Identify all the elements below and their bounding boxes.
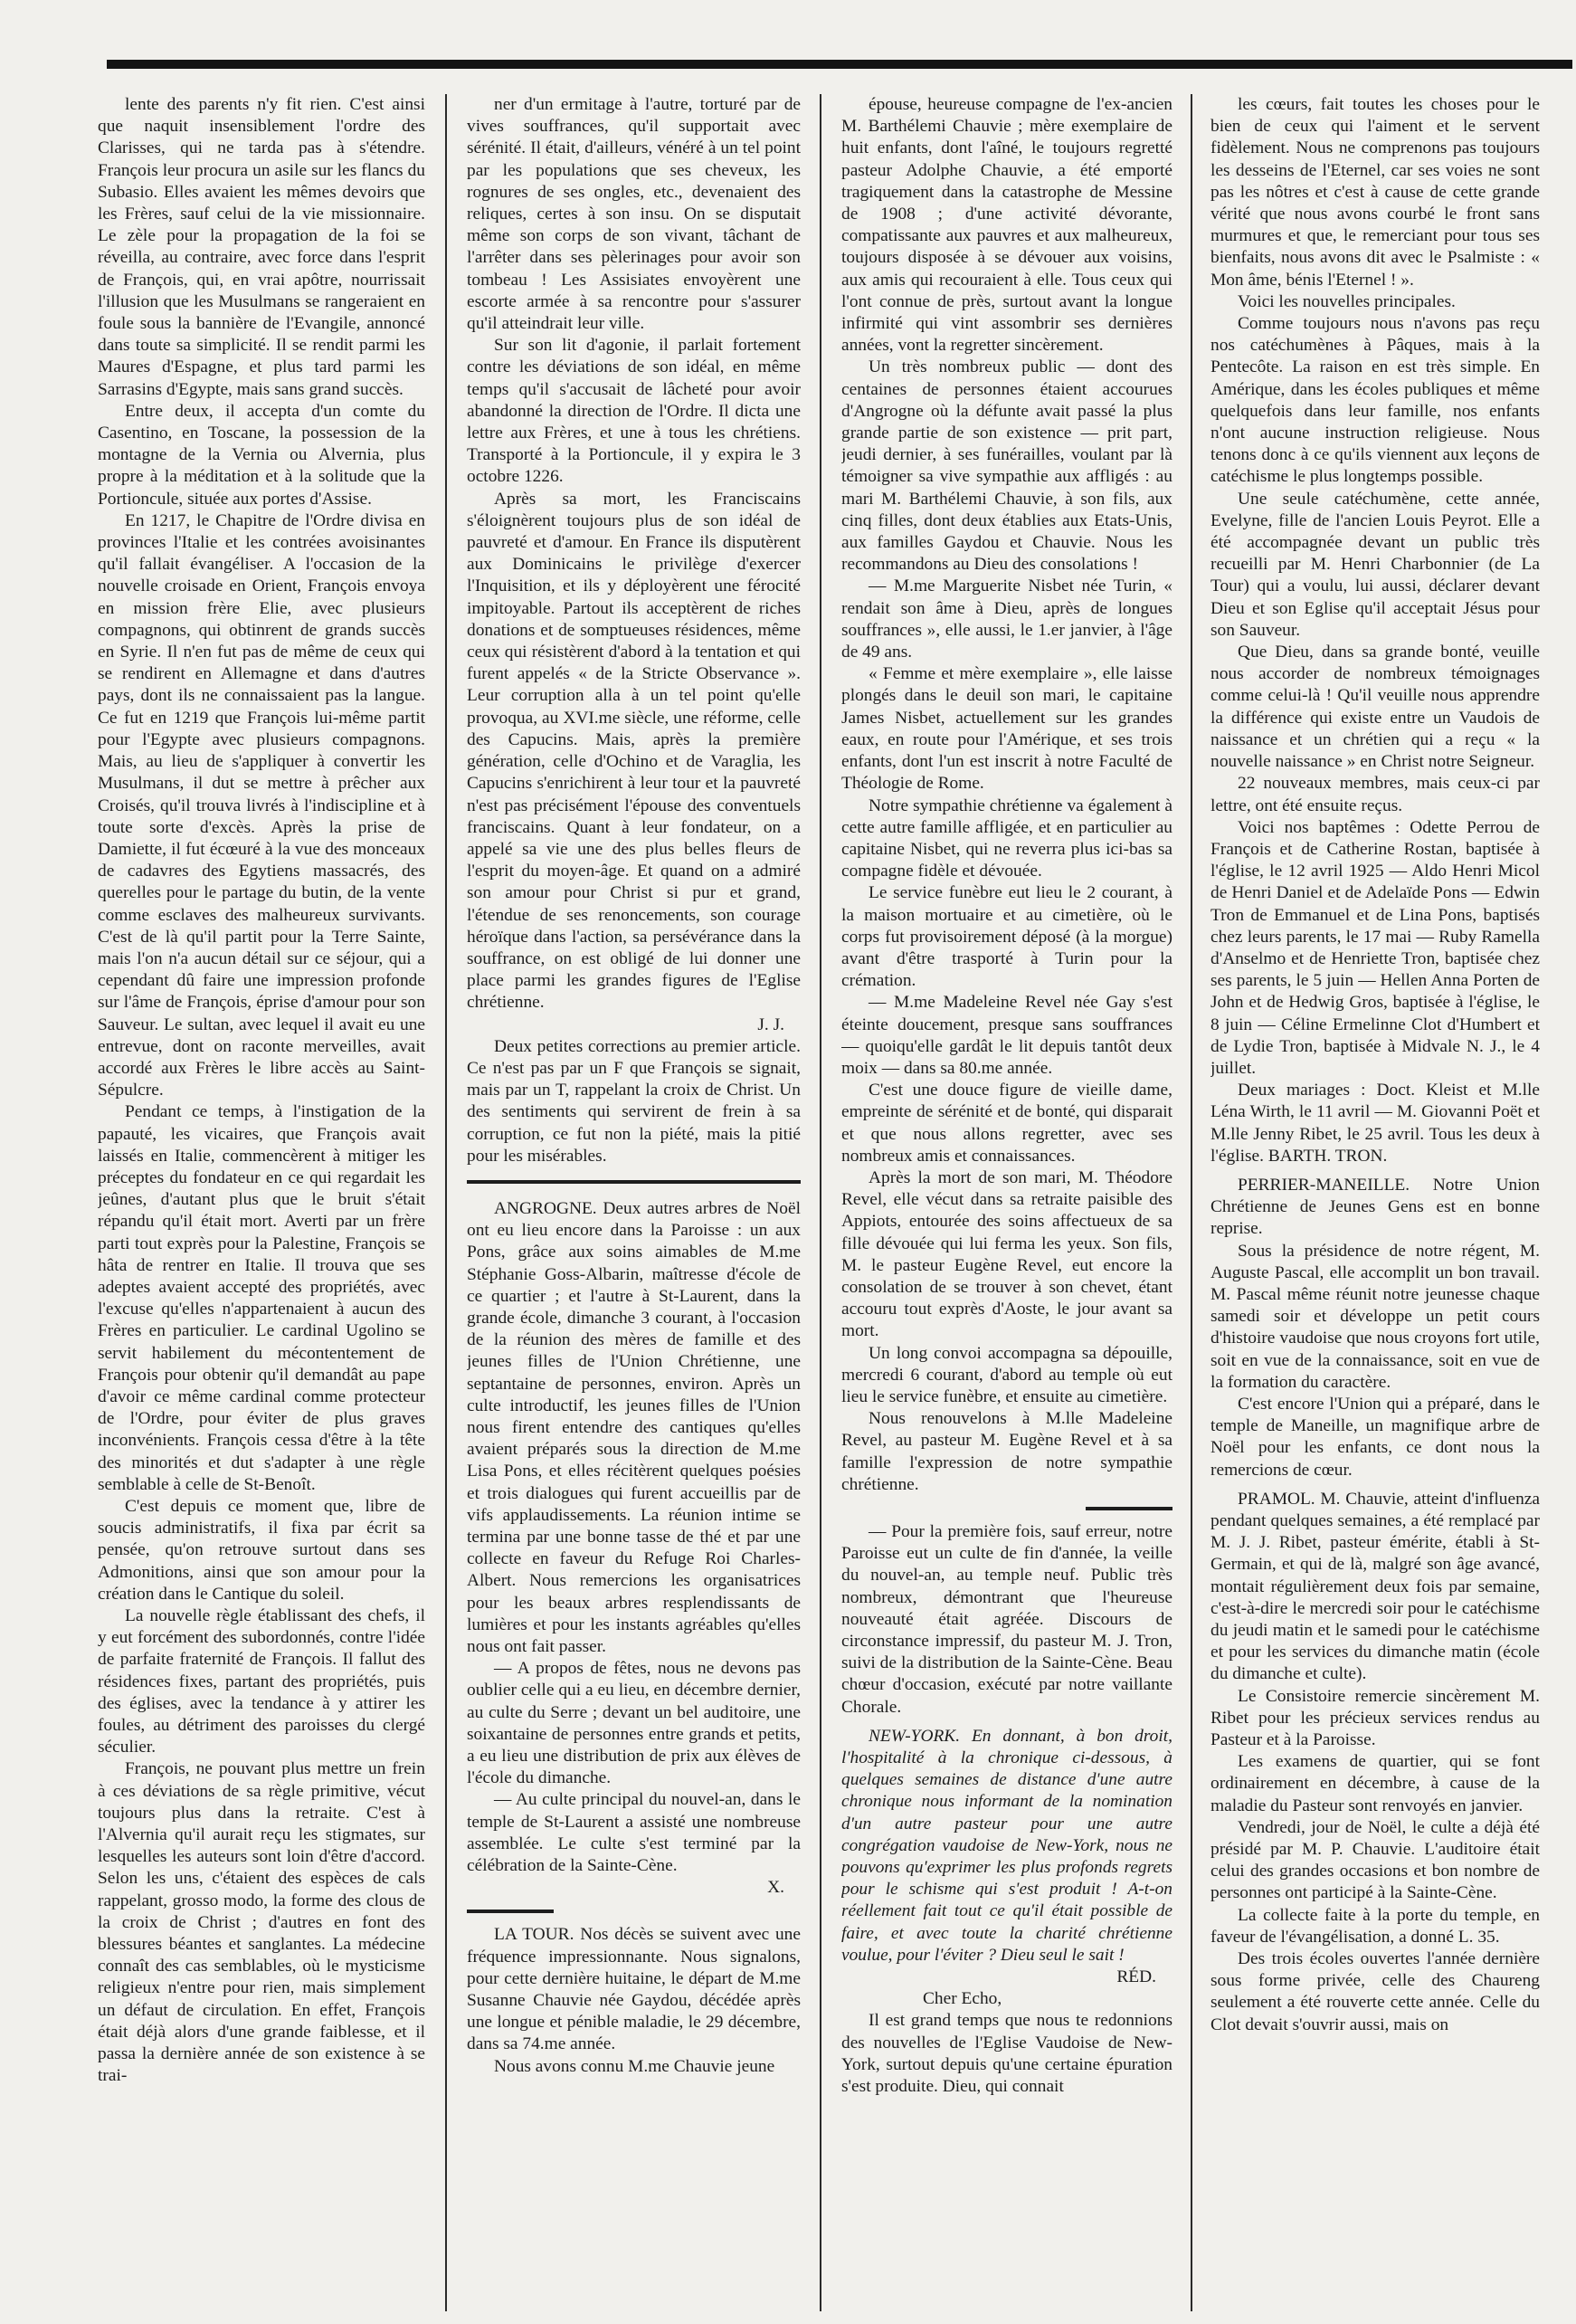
paragraph: PRAMOL. M. Chauvie, atteint d'influenza pendant quelques semaines, a été remplacé par M. J. J. Ribet, pasteur émérite, établi à St-Germain, et qui de là, malgré son âge avancé, montait régulièrement deux fois par semaine, c'est-à-dire le mercredi soir pour le catéchisme du jeudi matin et le samedi pour le catéchisme et pour les services du dimanche matin (école du dimanche et culte).	[1210, 1489, 1540, 1684]
paragraph: les cœurs, fait toutes les choses pour le bien de ceux qui l'aiment et le servent fidèlement. Nous ne comprenons pas toujours les desseins de l'Eternel, car ses voies ne sont pas les nôtres et c'est à cause de cette grande vérité que nous avons courbé le front sans murmures et que, le remerciant pour tous ses bienfaits, nous avons dit avec le Psalmiste : « Mon âme, bénis l'Eternel ! ».	[1210, 95, 1540, 290]
paragraph: Les examens de quartier, qui se font ordinairement en décembre, à cause de la maladie du Pasteur sont renvoyés en janvier.	[1210, 1752, 1540, 1815]
paragraph: Voici nos baptêmes : Odette Perrou de François et de Catherine Rostan, baptisée à l'église, le 12 avril 1925 — Aldo Henri Micol de Henri Daniel et de Adelaïde Pons — Edwin Tron de Emmanuel et de Lina Pons, baptisés chez leurs parents, le 17 mai — Ruby Ramella d'Anselmo et de Henriette Tron, baptisée chez ses parents, le 5 juin — Hellen Anna Porten de John et de Hedwig Gros, baptisée à l'église, le 8 juin — Céline Ermelinne Clot d'Humbert et de Lydie Tron, baptisée à Midvale N. J., le 4 juillet.	[1210, 817, 1540, 1078]
paragraph: LA TOUR. Nos décès se suivent avec une fréquence impressionnante. Nous signalons, pour cette dernière huitaine, le départ de M.me Susanne Chauvie née Gaydou, décédée après une longue et pénible maladie, le 29 décembre, dans sa 74.me année.	[467, 1925, 801, 2054]
paragraph: Vendredi, jour de Noël, le culte a déjà été présidé par M. P. Chauvie. L'auditoire était celui des grandes occasions et bon nombre de personnes ont participé à la Sainte-Cène.	[1210, 1817, 1540, 1903]
paragraph: Deux mariages : Doct. Kleist et M.lle Léna Wirth, le 11 avril — M. Giovanni Poët et M.lle Jenny Ribet, le 25 avril. Tous les deux à l'église. BARTH. TRON.	[1210, 1081, 1540, 1166]
paragraph: Nous renouvelons à M.lle Madeleine Revel, au pasteur M. Eugène Revel et à sa famille l'expression de notre sympathie chrétienne.	[841, 1409, 1173, 1494]
short-rule	[467, 1910, 554, 1913]
paragraph: — A propos de fêtes, nous ne devons pas oublier celle qui a eu lieu, en décembre dernier, au culte du Serre ; devant un bel auditoire, une soixantaine de personnes entre grands et petits, a eu lieu une distribution de prix aux élèves de l'école du dimanche.	[467, 1659, 801, 1788]
paragraph: ner d'un ermitage à l'autre, torturé par de vives souffrances, qu'il supportait avec sérénité. Il était, d'ailleurs, vénéré à un tel point par les populations que ses cheveux, les rognures de ses ongles, etc., devenaient des reliques, certes à son insu. On se disputait même son corps de son vivant, tâchant de l'arrêter dans ses pèlerinages pour avoir son tombeau ! Les Assisiates envoyèrent une escorte armée à sa rencontre pour s'assurer qu'il atteindrait leur ville.	[467, 95, 801, 334]
short-rule	[1086, 1507, 1173, 1510]
paragraph: Un long convoi accompagna sa dépouille, mercredi 6 courant, d'abord au temple où eut lieu le service funèbre, et ensuite au cimetière.	[841, 1343, 1173, 1406]
paragraph: Nous avons connu M.me Chauvie jeune	[494, 2056, 775, 2076]
paragraph: NEW-YORK. En donnant, à bon droit, l'hospitalité à la chronique ci-dessous, à quelques semaines de distance d'une autre chronique nous informant de la nomination d'un autre pasteur pour une autre congrégation vaudoise de New-York, nous ne pouvons qu'exprimer les plus profonds regrets pour le schisme qui s'est produit ! A-t-on réellement fait tout ce qu'il était possible de faire, et avec toute la charité chrétienne voulue, pour l'éviter ? Dieu seul le sait !	[841, 1726, 1173, 1965]
paragraph: Des trois écoles ouvertes l'année dernière sous forme privée, celle des Chaureng seulement a été rouverte cette année. Celle du Clot devait s'ouvrir aussi, mais on	[1210, 1949, 1540, 2034]
section-rule	[467, 1180, 801, 1184]
paragraph: 22 nouveaux membres, mais ceux-ci par lettre, ont été ensuite reçus.	[1210, 774, 1540, 815]
paragraph: lente des parents n'y fit rien. C'est ainsi que naquit insensiblement l'ordre des Clarisses, qui ne tarda pas à s'étendre. François leur procura un asile sur les flancs du Subasio. Elles avaient les mêmes devoirs que les Frères, sauf celui de la vie missionnaire. Le zèle pour la propagation de la foi se réveilla, au contraire, avec force dans l'esprit de François, qui, en vrai apôtre, nourrissait l'illusion que les Musulmans se rangeraient en foule sous la bannière de l'Evangile, annoncé dans toute sa simplicité. Il se rendit parmi les Maures d'Espagne, et plus tard parmi les Sarrasins d'Egypte, mais sans grand succès.	[98, 95, 425, 399]
column-3	[841, 94, 1173, 2311]
paragraph: Après sa mort, les Franciscains s'éloignèrent toujours plus de son idéal de pauvreté et d'amour. En France ils disputèrent aux Dominicains le privilège d'exercer l'Inquisition, et ils y déployèrent une férocité impitoyable. Partout ils acceptèrent de riches donations et de somptueuses résidences, même ceux qui résistèrent d'abord à la tentation et qui furent appelés « de la Stricte Observance ». Leur corruption alla à un tel point qu'elle provoqua, au XVI.me siècle, une réforme, celle des Capucins. Mais, après la première génération, celle d'Ochino et de Varaglia, les Capucins s'enrichirent à leur tour et la pauvreté n'est pas précisément l'épouse des conventuels franciscains. Quant à leur fondateur, on a appelé sa vie une des plus belles fleurs de l'esprit du moyen-âge. Et quand on a admiré son amour pour Christ si pur et grand, l'étendue de ses renoncements, son courage héroïque dans l'action, sa persévérance dans la souffrance, on est obligé de lui donner une place parmi les grandes figures de l'Eglise chrétienne.	[467, 489, 801, 1013]
paragraph: épouse, heureuse compagne de l'ex-ancien M. Barthélemi Chauvie ; mère exemplaire de huit enfants, dont l'aîné, le toujours regretté pasteur Adolphe Chauvie, a été emporté tragiquement dans la catastrophe de Messine de 1908 ; d'une activité dévorante, compatissante aux pauvres et aux malheureux, toujours disposée à se dévouer aux voisins, aux amis qui recouraient à elle. Tous ceux qui l'ont connue de près, surtout avant la longue infirmité qui vint assombrir ses dernières années, vont la regretter sincèrement.	[841, 95, 1173, 356]
column-divider	[1191, 94, 1192, 2311]
paragraph: Cher Echo,	[923, 1989, 1002, 2009]
paragraph: La collecte faite à la porte du temple, en faveur de l'évangélisation, a donné L. 35.	[1210, 1905, 1540, 1947]
paragraph: — Au culte principal du nouvel-an, dans le temple de St-Laurent a assisté une nombreuse assemblée. Le culte s'est terminé par la célébration de la Sainte-Cène.	[467, 1790, 801, 1876]
paragraph: Entre deux, il accepta d'un comte du Casentino, en Toscane, la possession de la montagne de la Vernia ou Alvernia, plus propre à la méditation et à la solitude que la Portioncule, située aux portes d'Assise.	[98, 401, 425, 509]
paragraph: C'est encore l'Union qui a préparé, dans le temple de Maneille, un magnifique arbre de Noël pour les enfants, ce dont nous la remercions de cœur.	[1210, 1394, 1540, 1480]
paragraph: En 1217, le Chapitre de l'Ordre divisa en provinces l'Italie et les contrées avoisinantes qu'il fallait évangéliser. A l'occasion de la nouvelle croisade en Orient, François envoya en mission frère Elie, avec plusieurs compagnons, qui obtinrent de grands succès en Syrie. Il n'en fut pas de même de ceux qui se rendirent en Allemagne et dans d'autres pays, dont ils ne connaissaient pas la langue. Ce fut en 1219 que François lui-même partit pour l'Egypte avec plusieurs compagnons. Mais, au lieu de s'appliquer à convertir les Musulmans, il dut se mettre à prêcher aux Croisés, qu'il trouva livrés à l'indiscipline et à toute sorte d'excès. Après la prise de Damiette, il fut écœuré à la vue des monceaux de cadavres des Egytiens massacrés, des querelles pour le partage du butin, de la vente comme esclaves des malheureux survivants. C'est de là qu'il partit pour la Terre Sainte, mais l'on n'a aucun détail sur ce séjour, qui a cependant dû faire une impression profonde sur l'âme de François, éprise d'amour pour son Sauveur. Le sultan, avec lequel il avait eu une entrevue, dont on raconte merveilles, avait accordé aux Frères le libre accès au Saint-Sépulcre.	[98, 510, 425, 1100]
paragraph: Après la mort de son mari, M. Théodore Revel, elle vécut dans sa retraite paisible des Appiots, entourée des soins affectueux de sa fille dévouée qui lui ferma les yeux. Son fils, M. le pasteur Eugène Revel, eut encore la consolation de se trouver à son chevet, étant accouru tout exprès d'Aoste, le jour avant sa mort.	[841, 1167, 1173, 1341]
paragraph: Que Dieu, dans sa grande bonté, veuille nous accorder de nombreux témoignages comme celui-là ! Qu'il veuille nous apprendre la différence qui existe entre un Vaudois de naissance et un chrétien qui a reçu « la nouvelle naissance » en Christ notre Seigneur.	[1210, 643, 1540, 772]
paragraph: « Femme et mère exemplaire », elle laisse plongés dans le deuil son mari, le capitaine James Nisbet, actuellement sur les grandes eaux, en route pour l'Amérique, et ses trois enfants, dont l'un est inscrit à notre Faculté de Théologie de Rome.	[841, 664, 1173, 794]
column-1	[98, 94, 425, 2311]
column-divider	[445, 94, 447, 2311]
paragraph: François, ne pouvant plus mettre un frein à ces déviations de sa règle primitive, vécut toujours plus dans la retraite. C'est à l'Alvernia qu'il aurait reçu les stigmates, sur lesquelles les auteurs sont loin d'être d'accord. Selon les uns, c'étaient des espèces de cals rappelant, grosso modo, la forme des clous de la croix de Christ ; d'autres en font des blessures béantes et sanglantes. La médecine connaît des cas semblables, où le mysticisme religieux n'entre pour rien, mais simplement un défaut de circulation. En effet, François était déjà alors d'une grande faiblesse, et il passa la dernière année de son existence à se trai-	[98, 1759, 425, 2086]
column-4	[1210, 94, 1540, 2311]
paragraph: Comme toujours nous n'avons pas reçu nos catéchumènes à Pâques, mais à la Pentecôte. La raison en est très simple. En Amérique, dans les écoles publiques et même quelquefois dans leur famille, nos enfants n'ont aucune instruction religieuse. Nous tenons donc à ce qu'ils viennent aux leçons de catéchisme le plus longtemps possible.	[1210, 314, 1540, 487]
paragraph: La nouvelle règle établissant des chefs, il y eut forcément des subordonnés, contre l'idée de parfaite fraternité de François. Il fallut des résidences fixes, partant des propriétés, puis des églises, avec la tendance à y attirer les foules, au détriment des paroisses du clergé séculier.	[98, 1606, 425, 1757]
paragraph: Il est grand temps que nous te redonnions des nouvelles de l'Eglise Vaudoise de New-York, surtout depuis qu'une certaine épuration s'est produite. Dieu, qui connait	[841, 2011, 1173, 2097]
paragraph: C'est depuis ce moment que, libre de soucis administratifs, il fixa par écrit sa pensée, qu'on retrouve surtout dans ses Admonitions, ainsi que son amour pour la création dans le Cantique du soleil.	[98, 1497, 425, 1604]
signature: X.	[767, 1878, 784, 1898]
top-rule	[107, 60, 1572, 69]
paragraph: Sous la présidence de notre régent, M. Auguste Pascal, elle accomplit un bon travail. M. Pascal même réunit notre jeunesse chaque samedi soir et développe un petit cours d'histoire vaudoise que nous croyons fort utile, soit en vue de la connaissance, soit en vue de la formation du caractère.	[1210, 1241, 1540, 1392]
paragraph: Notre sympathie chrétienne va également à cette autre famille affligée, et en particulier au capitaine Nisbet, qui ne reverra plus ici-bas sa compagne fidèle et dévouée.	[841, 795, 1173, 881]
paragraph: PERRIER-MANEILLE. Notre Union Chrétienne de Jeunes Gens est en bonne reprise.	[1210, 1175, 1540, 1239]
signature: RÉD.	[1116, 1967, 1156, 1987]
paragraph: C'est une douce figure de vieille dame, empreinte de sérénité et de bonté, qui disparait et que nous allons regretter, avec ses nombreux amis et connaissances.	[841, 1081, 1173, 1166]
paragraph: — Pour la première fois, sauf erreur, notre Paroisse eut un culte de fin d'année, la veille du nouvel-an, au temple neuf. Public très nombreux, démontrant que l'heureuse nouveauté était agréée. Discours de circonstance impressif, du pasteur M. J. Tron, suivi de la distribution de la Sainte-Cène. Beau chœur d'occasion, exécuté par notre vaillante Chorale.	[841, 1522, 1173, 1717]
paragraph: Le service funèbre eut lieu le 2 courant, à la maison mortuaire et au cimetière, où le corps fut provisoirement déposé (à la morgue) avant d'être trasporté à Turin pour la crémation.	[841, 883, 1173, 991]
column-divider	[820, 94, 821, 2311]
paragraph: Un très nombreux public — dont des centaines de personnes étaient accourues d'Angrogne où la défunte avait passé la plus grande partie de son existence — prit part, jeudi dernier, à ses funérailles, voulant par là témoigner sa vive sympathie aux affligés : au mari M. Barthélemi Chauvie, à son fils, aux cinq filles, dont deux établies aux Etats-Unis, aux familles Gaydou et Chauvie. Nous les recommandons au Dieu des consolations !	[841, 357, 1173, 575]
column-2	[467, 94, 801, 2311]
paragraph: Deux petites corrections au premier article. Ce n'est pas par un F que François se signait, mais par un T, rappelant la croix de Christ. Un des sentiments qui servirent de frein à sa corruption, ce fut non la piété, mais la pitié pour les misérables.	[467, 1036, 801, 1166]
paragraph: — M.me Marguerite Nisbet née Turin, « rendait son âme à Dieu, après de longues souffrances », elle aussi, le 1.er janvier, à l'âge de 49 ans.	[841, 576, 1173, 662]
paragraph: — M.me Madeleine Revel née Gay s'est éteinte doucement, presque sans souffrances — quoiqu'elle gardât le lit depuis tantôt deux moix — dans sa 80.me année.	[841, 993, 1173, 1078]
paragraph: Sur son lit d'agonie, il parlait fortement contre les déviations de son idéal, en même temps qu'il s'accusait de lâcheté pour avoir abandonné la direction de l'Ordre. Il dicta une lettre aux Frères, et une à tous les chrétiens. Transporté à la Portioncule, il y expira le 3 octobre 1226.	[467, 336, 801, 487]
paragraph: Une seule catéchumène, cette année, Evelyne, fille de l'ancien Louis Peyrot. Elle a été accompagnée devant un public très recueilli par M. Henri Charbonnier (de La Tour) qui a voulu, lui aussi, déclarer devant Dieu et son Eglise qu'il acceptait Jésus pour son Sauveur.	[1210, 489, 1540, 640]
signature: J. J.	[757, 1014, 784, 1034]
paragraph: Pendant ce temps, à l'instigation de la papauté, les vicaires, que François avait laissés en Italie, commencèrent à mitiger les préceptes du fondateur en ce qui regardait les jeûnes, d'autant plus que le bruit s'était répandu qu'il était mort. Averti par un frère parti tout exprès pour la Palestine, François se hâta de rentrer en Italie. Il trouva que ses adeptes avaient accepté des propriétés, avec l'excuse qu'elles n'appartenaient à aucun des Frères en particulier. Le cardinal Ugolino se servit habilement du mécontentement de François pour obtenir qu'il demandât au pape d'avoir ce même cardinal comme protecteur de l'Ordre, pour éviter de plus graves inconvénients. François cessa d'être à la tête des minorités et dut s'adapter à une règle semblable à celle de St-Benoît.	[98, 1102, 425, 1494]
paragraph: ANGROGNE. Deux autres arbres de Noël ont eu lieu encore dans la Paroisse : un aux Pons, grâce aux soins aimables de M.me Stéphanie Goss-Albarin, maîtresse d'école de ce quartier ; et l'autre à St-Laurent, dans la grande école, dimanche 3 courant, à l'occasion de la réunion des mères de famille et des jeunes filles de l'Union Chrétienne, une septantaine de personnes, environ. Après un culte introductif, les jeunes filles de l'Union nous firent entendre des cantiques qu'elles avaient préparés sous la direction de M.me Lisa Pons, et elles récitèrent quelques poésies et trois dialogues qui furent accueillis par de vifs applaudissements. La réunion intime se termina par une bonne tasse de thé et par une collecte en faveur du Refuge Roi Charles-Albert. Nous remercions les organisatrices pour les beaux arbres resplendissants de lumières et pour les instants agréables qu'elles nous ont fait passer.	[467, 1198, 801, 1657]
paragraph: Le Consistoire remercie sincèrement M. Ribet pour les précieux services rendus au Pasteur et à la Paroisse.	[1210, 1686, 1540, 1750]
paragraph: Voici les nouvelles principales.	[1238, 291, 1456, 311]
